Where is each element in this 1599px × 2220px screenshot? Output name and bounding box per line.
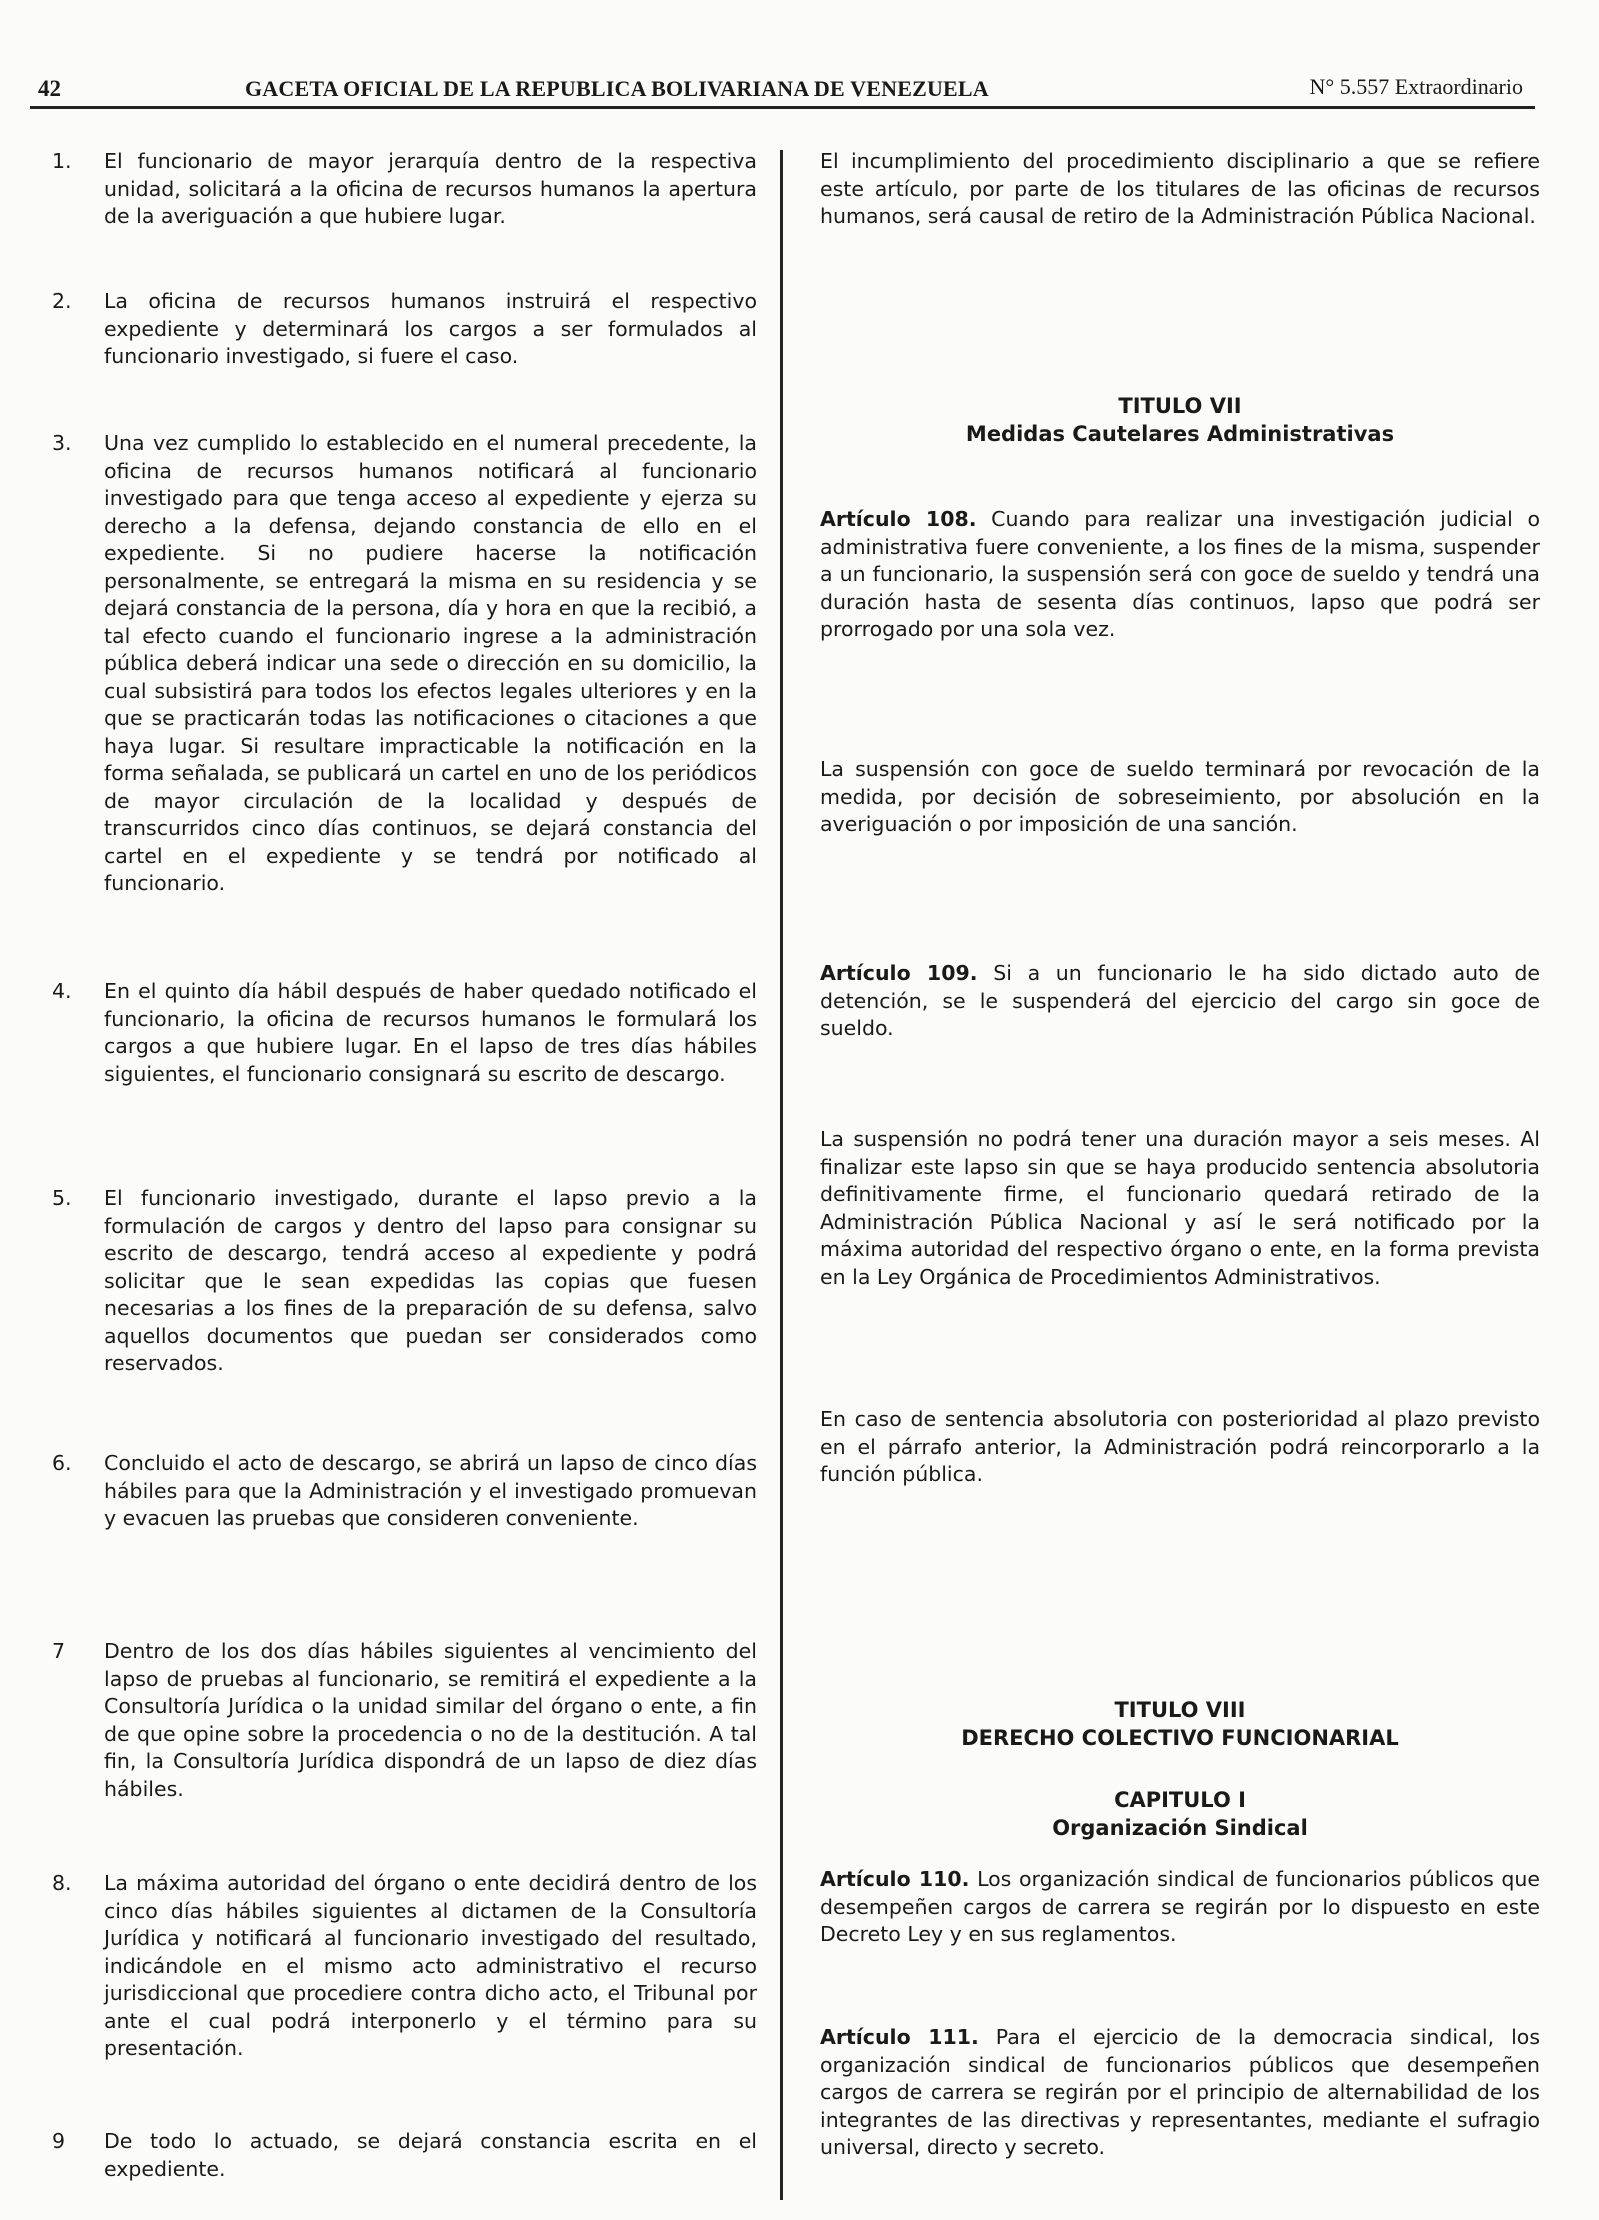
item-number: 7 — [52, 1639, 66, 1663]
list-item — [52, 978, 757, 1088]
item-number: 5. — [52, 1186, 72, 1210]
article-text: Para el ejercicio de la democracia sindical, los organización sindical de funcionarios públicos que desempeñen cargos de carrera se regirán por el principio de alternabilidad de los integrantes de las directivas y representantes, mediante el sufragio universal, directo y secreto. — [820, 2025, 1541, 2159]
chapter-i — [820, 1786, 1540, 1842]
list-item — [52, 148, 757, 231]
list-item — [52, 1450, 757, 1533]
article-label: Artículo 109. — [820, 961, 978, 985]
article-110 — [820, 1866, 1540, 1949]
item-text: El funcionario de mayor jerarquía dentro de la respectiva unidad, solicitará a la oficina de recursos humanos la apertura de la averiguación a que hubiere lugar. — [104, 149, 757, 228]
item-number: 3. — [52, 431, 72, 455]
chapter-subtitle: Organización Sindical — [1052, 1816, 1308, 1840]
list-item — [52, 1870, 757, 2063]
list-item — [52, 1185, 757, 1378]
item-text: La oficina de recursos humanos instruirá el respectivo expediente y determinará los cargos a ser formulados al funcionario investigado, si fuere el caso. — [104, 289, 757, 368]
item-number: 9 — [52, 2129, 66, 2153]
paragraph-suspension-goce: La suspensión con goce de sueldo terminará por revocación de la medida, por decisión de sobreseimiento, por absolución en la averiguación o por imposición de una sanción. — [820, 757, 1540, 836]
list-item — [52, 1638, 757, 1803]
item-number: 2. — [52, 289, 72, 313]
item-text: Una vez cumplido lo establecido en el numeral precedente, la oficina de recursos humanos notificará al funcionario investigado para que tenga acceso al expediente y ejerza su derecho a la defensa, dejando constancia de ello en el expediente. Si no pudiere hacerse la notificación personalmente, se entregará la misma en su residencia y se dejará constancia de la persona, día y hora en que la recibió, a tal efecto cuando el funcionario ingrese a la administración pública deberá indicar una sede o dirección en su domicilio, la cual subsistirá para todos los efectos legales ulteriores y en la que se practicarán todas las notificaciones o citaciones a que haya lugar. Si resultare impracticable la notificación en la forma señalada, se publicará un cartel en uno de los periódicos de mayor circulación de la localidad y después de transcurridos cinco días continuos, se dejará constancia del cartel en el expediente y se tendrá por notificado al funcionario. — [104, 431, 757, 895]
item-text: La máxima autoridad del órgano o ente decidirá dentro de los cinco días hábiles siguientes al dictamen de la Consultoría Jurídica y notificará al funcionario investigado del resultado, indicándole en el mismo acto administrativo el recurso jurisdiccional que procediere contra dicho acto, el Tribunal por ante el cual podrá interponerlo y el término para su presentación. — [104, 1871, 757, 2060]
item-text: Dentro de los dos días hábiles siguientes al vencimiento del lapso de pruebas al funcionario, se remitirá el expediente a la Consultoría Jurídica o la unidad similar del órgano o ente, a fin de que opine sobre la procedencia o no de la destitución. A tal fin, la Consultoría Jurídica dispondrá de un lapso de diez días hábiles. — [104, 1639, 757, 1801]
title-vii-subtitle: Medidas Cautelares Administrativas — [965, 422, 1395, 446]
title-vii-heading: TITULO VII — [1118, 394, 1242, 418]
item-text: De todo lo actuado, se dejará constancia escrita en el expediente. — [104, 2129, 757, 2181]
article-text: Los organización sindical de funcionarios públicos que desempeñen cargos de carrera se regirán por lo dispuesto en este Decreto Ley y en sus reglamentos. — [820, 1867, 1541, 1946]
article-111 — [820, 2024, 1540, 2162]
paragraph-sentencia: En caso de sentencia absolutoria con posterioridad al plazo previsto en el párrafo anterior, la Administración podrá reincorporarlo a la función pública. — [820, 1407, 1540, 1486]
title-viii-subtitle: DERECHO COLECTIVO FUNCIONARIAL — [961, 1726, 1399, 1750]
list-item — [52, 288, 757, 371]
title-vii — [820, 392, 1540, 448]
title-viii — [820, 1696, 1540, 1752]
page-number: 42 — [38, 76, 61, 101]
item-text: El funcionario investigado, durante el lapso previo a la formulación de cargos y dentro del lapso para consignar su escrito de descargo, tendrá acceso al expediente y podrá solicitar que le sean expedidas las copias que fuesen necesarias a los fines de la preparación de su defensa, salvo aquellos documentos que puedan ser considerados como reservados. — [104, 1186, 757, 1375]
article-108 — [820, 506, 1540, 644]
column-divider — [780, 150, 783, 2200]
paragraph-suspension-max: La suspensión no podrá tener una duración mayor a seis meses. Al finalizar este lapso sin que se haya producido sentencia absolutoria definitivamente firme, el funcionario quedará retirado de la Administración Pública Nacional y así le será notificado por la máxima autoridad del respectivo órgano o ente, en la forma prevista en la Ley Orgánica de Procedimientos Administrativos. — [820, 1127, 1540, 1289]
chapter-heading: CAPITULO I — [1114, 1788, 1246, 1812]
article-label: Artículo 108. — [820, 507, 977, 531]
issue-number: N° 5.557 Extraordinario — [1309, 74, 1523, 99]
article-109 — [820, 960, 1540, 1043]
item-number: 4. — [52, 979, 72, 1003]
list-item — [52, 2128, 757, 2183]
item-number: 1. — [52, 149, 72, 173]
gazette-title: GACETA OFICIAL DE LA REPUBLICA BOLIVARIANA DE VENEZUELA — [245, 76, 989, 101]
article-label: Artículo 110. — [820, 1867, 970, 1891]
paragraph-incumplimiento: El incumplimiento del procedimiento disciplinario a que se refiere este artículo, por parte de los titulares de las oficinas de recursos humanos, será causal de retiro de la Administración Pública Nacional. — [820, 149, 1540, 228]
item-number: 6. — [52, 1451, 72, 1475]
item-text: Concluido el acto de descargo, se abrirá un lapso de cinco días hábiles para que la Administración y el investigado promuevan y evacuen las pruebas que consideren conveniente. — [104, 1451, 757, 1530]
item-number: 8. — [52, 1871, 72, 1895]
gazette-header — [30, 72, 1535, 109]
article-text: Cuando para realizar una investigación judicial o administrativa fuere conveniente, a los fines de la misma, suspender a un funcionario, la suspensión será con goce de sueldo y tendrá una duración hasta de sesenta días continuos, lapso que podrá ser prorrogado por una sola vez. — [820, 507, 1540, 641]
article-label: Artículo 111. — [820, 2025, 979, 2049]
list-item — [52, 430, 757, 898]
item-text: En el quinto día hábil después de haber quedado notificado el funcionario, la oficina de recursos humanos le formulará los cargos a que hubiere lugar. En el lapso de tres días hábiles siguientes, el funcionario consignará su escrito de descargo. — [104, 979, 757, 1086]
article-text: Si a un funcionario le ha sido dictado auto de detención, se le suspenderá del ejercicio del cargo sin goce de sueldo. — [820, 961, 1541, 1040]
title-viii-heading: TITULO VIII — [1114, 1698, 1246, 1722]
